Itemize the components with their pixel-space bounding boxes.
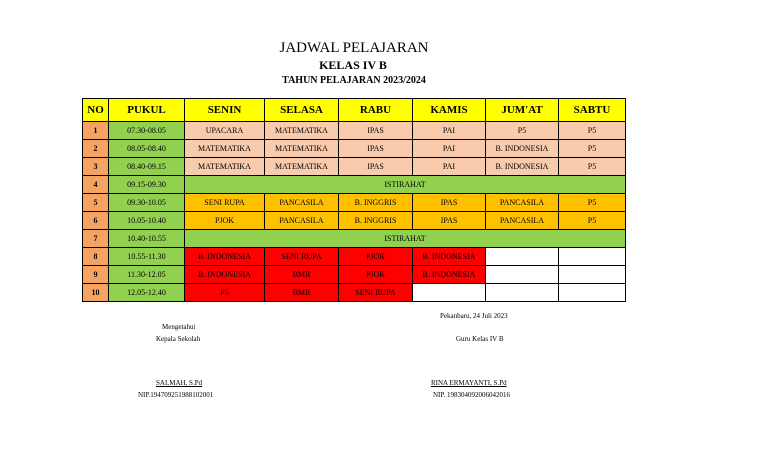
row-number: 1 [83,122,109,140]
table-row [83,122,626,140]
header-cell: KAMIS [413,99,486,122]
subject-cell: PANCASILA [265,212,339,230]
header-cell: NO [83,99,109,122]
header-cell: JUM'AT [486,99,559,122]
row-number: 10 [83,284,109,302]
time-cell: 08.05-08.40 [109,140,185,158]
subject-cell: PANCASILA [265,194,339,212]
subject-cell [486,284,559,302]
subject-cell [559,284,626,302]
time-cell: 12.05-12.40 [109,284,185,302]
row-number: 8 [83,248,109,266]
subject-cell [486,266,559,284]
subject-cell: P5 [559,194,626,212]
subject-cell: MATEMATIKA [185,158,265,176]
table-row [83,248,626,266]
teacher-title: Guru Kelas IV B [456,335,504,343]
table-row [83,194,626,212]
row-number: 4 [83,176,109,194]
subject-cell: P5 [559,158,626,176]
subject-cell: PANCASILA [486,212,559,230]
table-row [83,230,626,248]
row-number: 2 [83,140,109,158]
table-row [83,140,626,158]
subject-cell: BMR [265,284,339,302]
subject-cell: B. INDONESIA [413,266,486,284]
class-title: KELAS IV B [319,58,387,72]
subject-cell [413,284,486,302]
row-number: 9 [83,266,109,284]
break-cell: ISTIRAHAT [185,230,626,248]
subject-cell: PAI [413,158,486,176]
table-row [83,212,626,230]
header-cell: SENIN [185,99,265,122]
principal-nip: NIP.194709251988102001 [138,391,214,399]
time-cell: 07.30-08.05 [109,122,185,140]
schedule-table [82,98,626,302]
subject-cell: P5 [185,284,265,302]
approval-label: Mengetahui [162,323,196,331]
time-cell: 10.40-10.55 [109,230,185,248]
subject-cell: P5 [559,140,626,158]
table-row [83,176,626,194]
row-number: 7 [83,230,109,248]
time-cell: 08.40-09.15 [109,158,185,176]
subject-cell: MATEMATIKA [265,140,339,158]
break-cell: ISTIRAHAT [185,176,626,194]
subject-cell: B. INDONESIA [486,140,559,158]
subject-cell: B. INGGRIS [339,194,413,212]
subject-cell: P5 [559,212,626,230]
subject-cell [559,266,626,284]
subject-cell: IPAS [413,194,486,212]
row-number: 5 [83,194,109,212]
subject-cell: SENI RUPA [265,248,339,266]
subject-cell: PJOK [339,266,413,284]
place-date: Pekanbaru, 24 Juli 2023 [440,312,508,320]
subject-cell: B. INGGRIS [339,212,413,230]
time-cell: 10.55-11.30 [109,248,185,266]
teacher-nip: NIP. 198304092006042016 [433,391,511,399]
subject-cell: UPACARA [185,122,265,140]
row-number: 6 [83,212,109,230]
subject-cell: B. INDONESIA [486,158,559,176]
time-cell: 09.30-10.05 [109,194,185,212]
school-year: TAHUN PELAJARAN 2023/2024 [282,75,426,86]
header-cell: SABTU [559,99,626,122]
subject-cell: IPAS [339,140,413,158]
subject-cell: MATEMATIKA [185,140,265,158]
subject-cell: B. INDONESIA [413,248,486,266]
time-cell: 10.05-10.40 [109,212,185,230]
header-row [83,99,626,122]
subject-cell: B. INDONESIA [185,266,265,284]
row-number: 3 [83,158,109,176]
header-cell: PUKUL [109,99,185,122]
principal-name: SALMAH, S.Pd [156,379,203,387]
subject-cell: SENI RUPA [185,194,265,212]
subject-cell [559,248,626,266]
subject-cell: IPAS [339,122,413,140]
document-title: JADWAL PELAJARAN [279,40,429,56]
header-cell: RABU [339,99,413,122]
subject-cell: IPAS [339,158,413,176]
subject-cell: MATEMATIKA [265,122,339,140]
subject-cell: PANCASILA [486,194,559,212]
subject-cell: IPAS [413,212,486,230]
subject-cell [486,248,559,266]
subject-cell: B. INDONESIA [185,248,265,266]
table-row [83,266,626,284]
subject-cell: MATEMATIKA [265,158,339,176]
subject-cell: PAI [413,122,486,140]
subject-cell: P5 [559,122,626,140]
teacher-name: RINA ERMAYANTI, S.Pd [431,379,507,387]
principal-title: Kepala Sekolah [156,335,201,343]
time-cell: 09.15-09.30 [109,176,185,194]
subject-cell: PJOK [185,212,265,230]
subject-cell: SENI RUPA [339,284,413,302]
table-row [83,284,626,302]
subject-cell: PAI [413,140,486,158]
subject-cell: BMR [265,266,339,284]
header-cell: SELASA [265,99,339,122]
table-row [83,158,626,176]
subject-cell: PJOK [339,248,413,266]
time-cell: 11.30-12.05 [109,266,185,284]
subject-cell: P5 [486,122,559,140]
